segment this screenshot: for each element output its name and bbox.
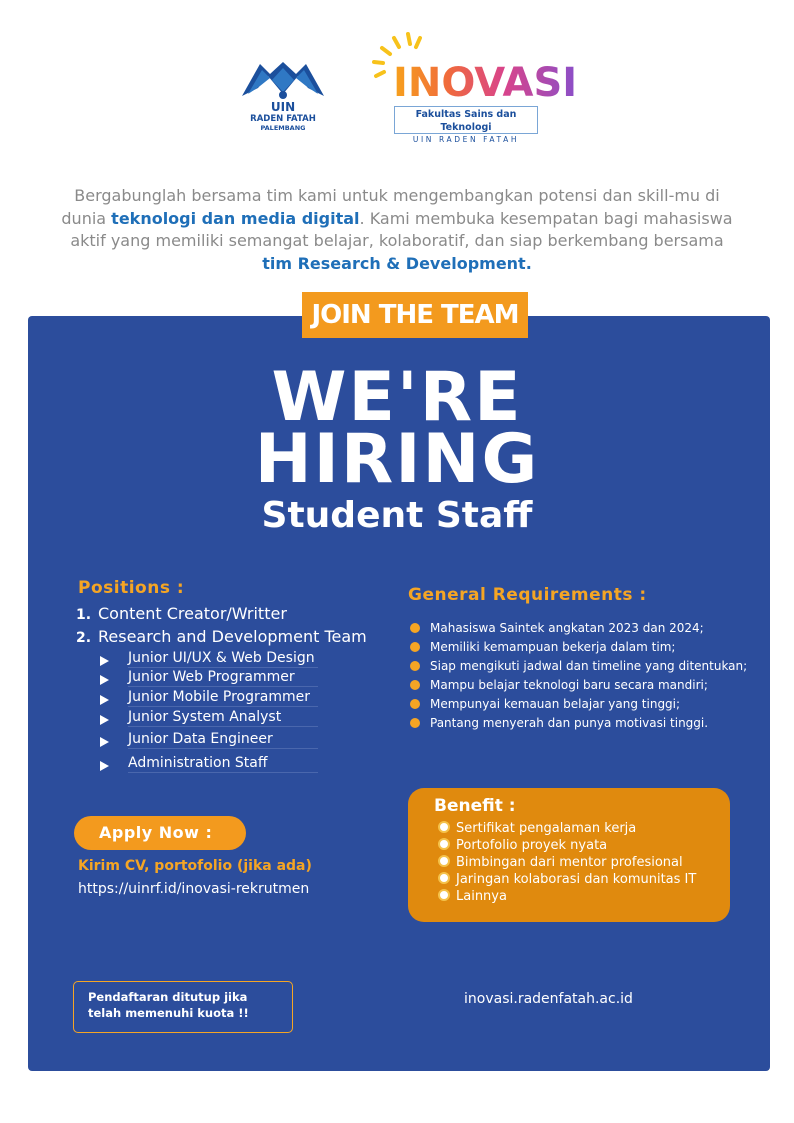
bullet-circle-icon (438, 821, 450, 833)
inovasi-subtitle-line2: UIN RADEN FATAH (412, 135, 520, 144)
inovasi-logo (366, 30, 578, 144)
closing-notice-line2: telah memenuhi kuota !! (88, 1006, 249, 1020)
benefit-box (408, 788, 730, 922)
benefit-text: Sertifikat pengalaman kerja (456, 821, 637, 836)
closing-notice (73, 981, 293, 1033)
sub-position-item (100, 755, 318, 775)
apply-now-button[interactable]: Apply Now : (74, 816, 246, 850)
play-arrow-icon (100, 761, 109, 771)
apply-instruction: Kirim CV, portofolio (jika ada) (78, 858, 312, 874)
benefit-text: Jaringan kolaborasi dan komunitas IT (456, 872, 697, 887)
requirement-item (410, 640, 675, 654)
bullet-circle-icon (438, 855, 450, 867)
bullet-dot-icon (410, 680, 420, 690)
intro-highlight-1: teknologi dan media digital (111, 208, 360, 228)
play-arrow-icon (100, 737, 109, 747)
sub-position-item (100, 709, 318, 729)
requirement-item (410, 716, 708, 730)
position-number: 2. (76, 630, 92, 646)
headline-subtitle: Student Staff (261, 495, 533, 536)
join-the-team-tag: JOIN THE TEAM (302, 292, 528, 338)
inovasi-subtitle-line1: Fakultas Sains dan Teknologi (415, 109, 517, 133)
benefit-item (438, 872, 696, 887)
position-item (76, 627, 367, 646)
positions-heading: Positions : (78, 578, 185, 598)
requirement-text: Mampu belajar teknologi baru secara mandiri; (430, 678, 708, 692)
requirement-item (410, 659, 747, 673)
bullet-circle-icon (438, 872, 450, 884)
requirement-text: Memiliki kemampuan bekerja dalam tim; (430, 640, 676, 654)
sub-position-item (100, 669, 318, 689)
benefit-item (438, 838, 607, 853)
sub-position-label: Junior UI/UX & Web Design (128, 650, 318, 668)
sub-position-label: Administration Staff (128, 755, 318, 773)
requirement-item (410, 621, 704, 635)
bullet-dot-icon (410, 718, 420, 728)
requirements-heading: General Requirements : (408, 585, 647, 605)
headline-line2: HIRING (254, 420, 540, 499)
apply-link[interactable]: https://uinrf.id/inovasi-rekrutmen (78, 881, 310, 897)
intro-highlight-2: tim Research & Development. (262, 253, 532, 273)
sub-position-label: Junior Mobile Programmer (128, 689, 318, 707)
requirement-text: Mempunyai kemauan belajar yang tinggi; (430, 697, 681, 711)
benefit-text: Lainnya (456, 889, 507, 904)
requirement-item (410, 697, 680, 711)
requirement-text: Mahasiswa Saintek angkatan 2023 dan 2024; (430, 621, 704, 635)
requirement-text: Siap mengikuti jadwal dan timeline yang ditentukan; (430, 659, 748, 673)
sub-position-item (100, 650, 318, 670)
requirement-item (410, 678, 708, 692)
intro-text-2: . Kami membuka kesempatan bagi mahasiswa aktif yang memiliki semangat belajar, kolaboratif, dan siap berkembang bersama (70, 208, 733, 250)
sub-position-item (100, 731, 318, 751)
bullet-dot-icon (410, 642, 420, 652)
play-arrow-icon (100, 656, 109, 666)
uin-logo-line3: PALEMBANG (260, 124, 306, 132)
sub-position-label: Junior Data Engineer (128, 731, 318, 749)
benefit-item (438, 855, 683, 870)
position-label: Content Creator/Writter (98, 604, 287, 623)
bullet-dot-icon (410, 699, 420, 709)
sub-position-item (100, 689, 318, 709)
bullet-circle-icon (438, 889, 450, 901)
sub-position-label: Junior System Analyst (128, 709, 318, 727)
uin-logo-line1: UIN (270, 100, 296, 114)
intro-paragraph (60, 185, 734, 275)
inovasi-wordmark: INOVASI (393, 60, 578, 106)
uin-logo-line2: RADEN FATAH (250, 114, 316, 124)
bullet-dot-icon (410, 623, 420, 633)
closing-notice-line1: Pendaftaran ditutup jika (88, 990, 248, 1004)
play-arrow-icon (100, 715, 109, 725)
play-arrow-icon (100, 695, 109, 705)
bullet-dot-icon (410, 661, 420, 671)
position-label: Research and Development Team (98, 627, 367, 646)
play-arrow-icon (100, 675, 109, 685)
uin-emblem-icon (238, 58, 328, 102)
benefit-item (438, 889, 507, 904)
uin-logo (238, 58, 328, 136)
intro-text-1: Bergabunglah bersama tim kami untuk mengembangkan potensi dan skill-mu di dunia (61, 186, 720, 228)
benefit-text: Bimbingan dari mentor profesional (456, 855, 683, 870)
benefit-heading: Benefit : (434, 796, 516, 816)
benefit-item (438, 821, 636, 836)
inovasi-subtitle-box (394, 106, 538, 144)
headline-line1: WE'RE (271, 358, 523, 437)
website-link[interactable]: inovasi.radenfatah.ac.id (464, 991, 633, 1007)
bullet-circle-icon (438, 838, 450, 850)
requirement-text: Pantang menyerah dan punya motivasi tinggi. (430, 716, 709, 730)
benefit-text: Portofolio proyek nyata (456, 838, 608, 853)
position-number: 1. (76, 607, 92, 623)
position-item (76, 604, 287, 623)
sub-position-label: Junior Web Programmer (128, 669, 318, 687)
